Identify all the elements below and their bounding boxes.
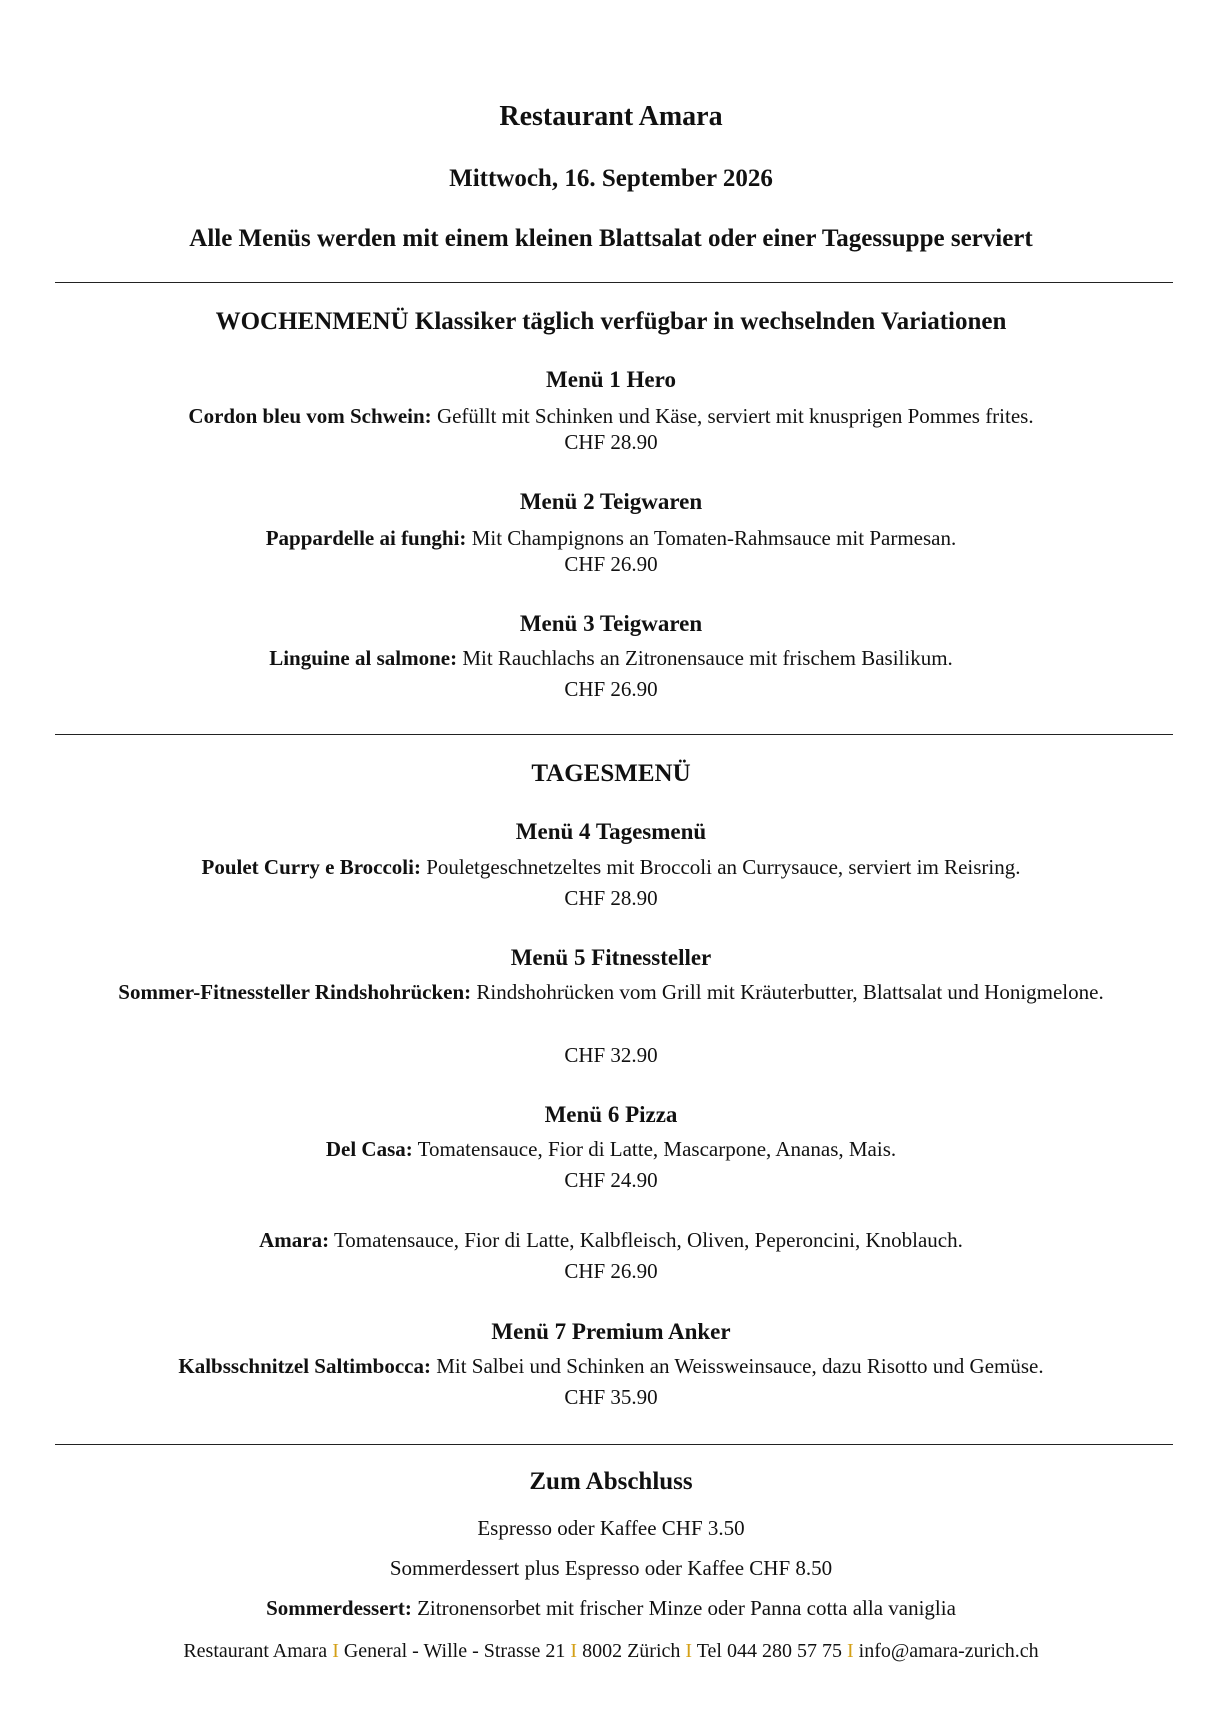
divider: [55, 282, 1173, 283]
menu-price: CHF 26.90: [564, 1259, 658, 1283]
menu-price: CHF 26.90: [564, 677, 658, 701]
footer-contact: [0, 1637, 1222, 1665]
dish-name: Poulet Curry e Broccoli:: [201, 855, 421, 879]
dessert-label: Sommerdessert:: [266, 1596, 412, 1620]
menu-description: [100, 852, 1122, 883]
menu-price: CHF 24.90: [564, 1168, 658, 1192]
menu-heading: Menü 3 Teigwaren: [519, 611, 703, 636]
menu-price: CHF 28.90: [564, 430, 658, 454]
menu-description: [100, 1134, 1122, 1165]
menu-heading: Menü 4 Tagesmenü: [515, 819, 707, 844]
dish-text: Gefüllt mit Schinken und Käse, serviert mit knusprigen Pommes frites.: [431, 404, 1034, 428]
dish-name: Del Casa:: [325, 1137, 413, 1161]
footer-separator: I: [332, 1640, 339, 1662]
wochenmenu-heading: WOCHENMENÜ Klassiker täglich verfügbar in wechselnden Variationen: [215, 308, 1007, 335]
dish-name: Sommer-Fitnessteller Rindshohrücken:: [118, 980, 472, 1004]
divider: [55, 1444, 1173, 1445]
menu-heading: Menü 6 Pizza: [544, 1102, 678, 1127]
dish-text: Mit Salbei und Schinken an Weissweinsauce, dazu Risotto und Gemüse.: [430, 1354, 1044, 1378]
coffee-line: Espresso oder Kaffee CHF 3.50: [477, 1516, 745, 1540]
footer-separator: I: [570, 1640, 578, 1662]
menu-price: CHF 32.90: [564, 1043, 658, 1067]
dish-name: Cordon bleu vom Schwein:: [188, 404, 432, 428]
menu-subtitle: Alle Menüs werden mit einem kleinen Blattsalat oder einer Tagessuppe serviert: [189, 225, 1033, 252]
menu-heading: Menü 1 Hero: [546, 367, 676, 392]
menu-price: CHF 35.90: [564, 1385, 658, 1409]
menu-heading: Menü 7 Premium Anker: [491, 1319, 731, 1344]
dish-name: Linguine al salmone:: [269, 646, 458, 670]
footer-separator: I: [685, 1640, 693, 1662]
dessert-text: Zitronensorbet mit frischer Minze oder Panna cotta alla vaniglia: [411, 1596, 956, 1620]
menu-description: [100, 1225, 1122, 1256]
dish-text: Mit Rauchlachs an Zitronensauce mit frischem Basilikum.: [457, 646, 953, 670]
dish-name: Kalbsschnitzel Saltimbocca:: [178, 1354, 431, 1378]
footer-name: Restaurant Amara: [183, 1640, 328, 1662]
menu-description: [100, 643, 1122, 674]
footer-separator: I: [846, 1640, 854, 1662]
footer-phone: Tel 044 280 57 75: [696, 1640, 842, 1662]
footer-address: General - Wille - Strasse 21: [343, 1640, 566, 1662]
dish-text: Tomatensauce, Fior di Latte, Mascarpone, Ananas, Mais.: [412, 1137, 897, 1161]
menu-date: Mittwoch, 16. September 2026: [449, 165, 773, 192]
dish-text: Mit Champignons an Tomaten-Rahmsauce mit Parmesan.: [466, 526, 957, 550]
menu-heading: Menü 2 Teigwaren: [519, 489, 703, 514]
menu-heading: Menü 5 Fitnessteller: [510, 945, 712, 970]
dish-name: Amara:: [259, 1228, 330, 1252]
restaurant-title: Restaurant Amara: [499, 101, 723, 132]
menu-price: CHF 26.90: [564, 552, 658, 576]
footer-email-link[interactable]: info@amara-zurich.ch: [858, 1640, 1039, 1662]
divider: [55, 734, 1173, 735]
dish-text: Tomatensauce, Fior di Latte, Kalbfleisch, Oliven, Peperoncini, Knoblauch.: [329, 1228, 963, 1252]
menu-description: [90, 977, 1132, 1008]
menu-price: CHF 28.90: [564, 886, 658, 910]
abschluss-heading: Zum Abschluss: [529, 1468, 693, 1495]
dessert-line: [0, 1594, 1222, 1622]
footer-city: 8002 Zürich: [582, 1640, 681, 1662]
dish-text: Pouletgeschnetzeltes mit Broccoli an Currysauce, serviert im Reisring.: [420, 855, 1021, 879]
dessert-combo-line: Sommerdessert plus Espresso oder Kaffee CHF 8.50: [389, 1556, 833, 1580]
dish-text: Rindshohrücken vom Grill mit Kräuterbutter, Blattsalat und Honigmelone.: [471, 980, 1104, 1004]
dish-name: Pappardelle ai funghi:: [265, 526, 467, 550]
tagesmenu-heading: TAGESMENÜ: [531, 760, 691, 787]
menu-description: [100, 1351, 1122, 1382]
